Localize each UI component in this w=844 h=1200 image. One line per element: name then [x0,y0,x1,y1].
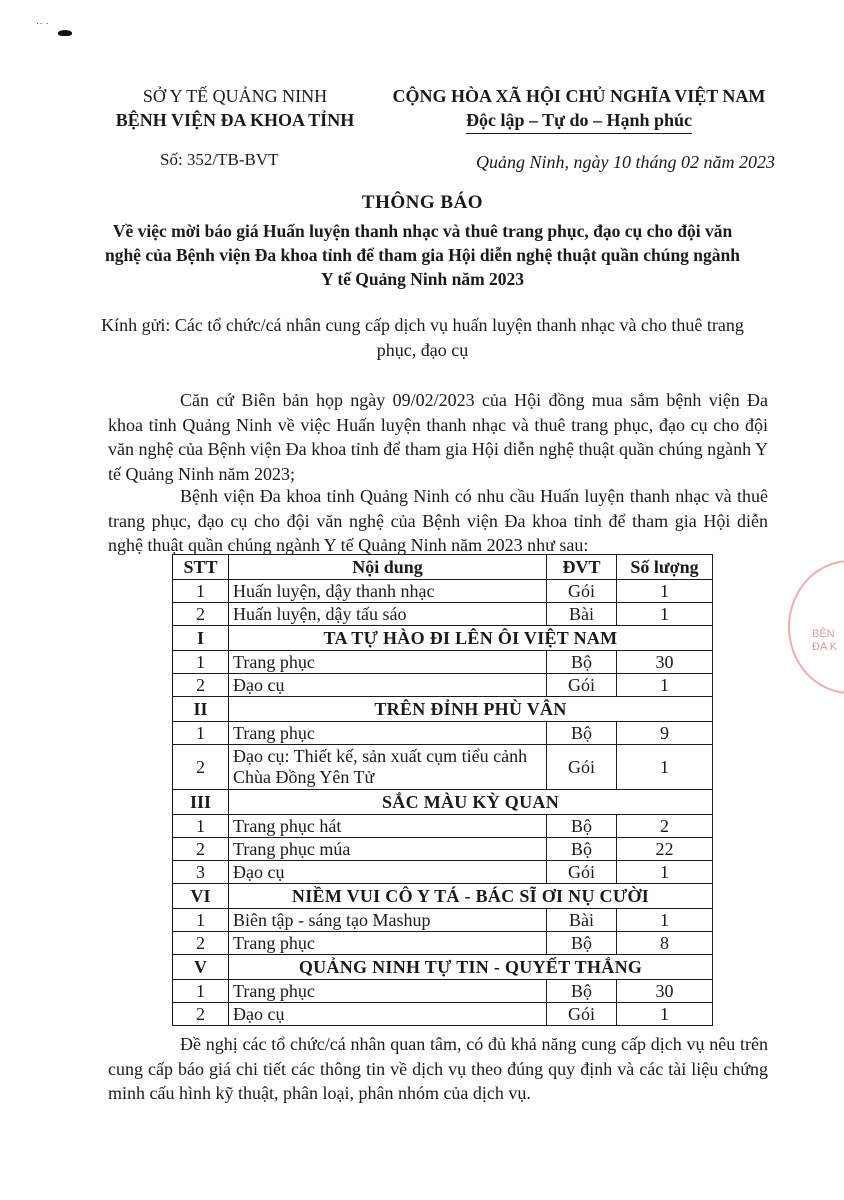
paragraph-request-text: Đề nghị các tổ chức/cá nhân quan tâm, có đủ khả năng cung cấp dịch vụ nêu trên cung cấp báo giá chi tiết các thông tin về dịch vụ theo đúng quy định và các tài liệu chứng minh cấu hình kỹ thuật, phân loại, phân nhóm của dịch vụ. [108,1034,768,1103]
row-content: Huấn luyện, dậy thanh nhạc [229,580,547,603]
document-number: Số: 352/TB-BVT [160,150,279,169]
red-seal-stamp [788,560,844,694]
table-row [173,909,713,932]
row-qty: 30 [617,980,713,1003]
table-row [173,838,713,861]
table-row [173,932,713,955]
row-stt: 2 [173,603,229,626]
row-unit: Gói [547,1003,617,1026]
section-title: TRÊN ĐỈNH PHÙ VÂN [229,697,713,722]
table-row [173,651,713,674]
table-row [173,745,713,790]
table-row [173,861,713,884]
issuer-org: SỞ Y TẾ QUẢNG NINH [142,86,328,106]
table-row [173,603,713,626]
row-unit: Bài [547,909,617,932]
row-stt: 1 [173,815,229,838]
row-unit: Bộ [547,815,617,838]
section-row [173,884,713,909]
document-title: THÔNG BÁO [361,192,484,213]
row-stt: 1 [173,909,229,932]
issuer-unit: BỆNH VIỆN ĐA KHOA TỈNH [115,110,355,130]
section-row [173,626,713,651]
row-qty: 1 [617,909,713,932]
row-content: Huấn luyện, dậy tấu sáo [229,603,547,626]
header-unit: ĐVT [547,555,617,580]
issuer-block [95,84,375,132]
table-row [173,980,713,1003]
row-content: Trang phục múa [229,838,547,861]
row-content: Đạo cụ [229,1003,547,1026]
row-unit: Gói [547,580,617,603]
paragraph-need [108,484,768,558]
table-row [173,815,713,838]
table-header-row [173,555,713,580]
row-stt: 1 [173,580,229,603]
section-title: NIỀM VUI CÔ Y TÁ - BÁC SĨ ƠI NỤ CƯỜI [229,884,713,909]
document-subject: Về việc mời báo giá Huấn luyện thanh nhạc và thuê trang phục, đạo cụ cho đội văn nghệ của Bệnh viện Đa khoa tỉnh để tham gia Hội diễn nghệ thuật quần chúng ngành Y tế Quảng Ninh năm 2023 [104,221,741,289]
paragraph-request [108,1032,768,1106]
row-qty: 8 [617,932,713,955]
section-stt: II [173,697,229,722]
row-content: Trang phục hát [229,815,547,838]
paragraph-basis-text: Căn cứ Biên bản họp ngày 09/02/2023 của Hội đồng mua sắm bệnh viện Đa khoa tỉnh Quảng Ninh về việc Huấn luyện thanh nhạc và thuê trang phục, đạo cụ cho đội văn nghệ của Bệnh viện Đa khoa tỉnh để tham gia Hội diễn nghệ thuật quần chúng ngành Y tế Quảng Ninh năm 2023; [108,390,768,484]
table-row [173,580,713,603]
row-stt: 2 [173,932,229,955]
row-qty: 1 [617,745,713,790]
paragraph-basis [108,388,768,486]
row-unit: Bộ [547,838,617,861]
section-title: SẮC MÀU KỲ QUAN [229,790,713,815]
row-unit: Gói [547,745,617,790]
row-content: Trang phục [229,722,547,745]
row-unit: Bộ [547,932,617,955]
row-qty: 1 [617,603,713,626]
row-content: Biên tập - sáng tạo Mashup [229,909,547,932]
row-stt: 2 [173,674,229,697]
row-stt: 1 [173,651,229,674]
row-content: Đạo cụ [229,674,547,697]
section-stt: I [173,626,229,651]
row-unit: Bộ [547,980,617,1003]
seal-line-2: ĐA K [812,641,838,653]
row-content: Đạo cụ: Thiết kế, sản xuất cụm tiểu cảnh Chùa Đồng Yên Tử [229,745,547,790]
section-title: TA TỰ HÀO ĐI LÊN ÔI VIỆT NAM [229,626,713,651]
row-qty: 2 [617,815,713,838]
table-row [173,674,713,697]
table-row [173,722,713,745]
row-qty: 22 [617,838,713,861]
row-content: Trang phục [229,932,547,955]
header-content: Nội dung [229,555,547,580]
row-qty: 1 [617,861,713,884]
scan-artifact-mark [58,30,72,36]
paragraph-need-text: Bệnh viện Đa khoa tỉnh Quảng Ninh có nhu cầu Huấn luyện thanh nhạc và thuê trang phục, đạo cụ cho đội văn nghệ của Bệnh viện Đa khoa tỉnh để tham gia Hội diễn nghệ thuật quần chúng ngành Y tế Quảng Ninh năm 2023 như sau: [108,486,768,555]
row-qty: 9 [617,722,713,745]
row-unit: Bài [547,603,617,626]
section-title: QUẢNG NINH TỰ TIN - QUYẾT THẮNG [229,955,713,980]
section-row [173,697,713,722]
row-unit: Gói [547,674,617,697]
seal-line-1: BỆN [812,628,835,640]
row-content: Trang phục [229,980,547,1003]
section-stt: VI [173,884,229,909]
items-table [172,554,713,1026]
row-stt: 1 [173,722,229,745]
recipient-line: Kính gửi: Các tổ chức/cá nhân cung cấp dịch vụ huấn luyện thanh nhạc và cho thuê trang phục, đạo cụ [101,315,744,360]
table-row [173,1003,713,1026]
row-stt: 3 [173,861,229,884]
section-row [173,955,713,980]
row-unit: Gói [547,861,617,884]
row-stt: 2 [173,838,229,861]
row-qty: 1 [617,1003,713,1026]
row-unit: Bộ [547,651,617,674]
row-stt: 2 [173,745,229,790]
row-stt: 2 [173,1003,229,1026]
red-seal-text [812,628,837,654]
scan-artifact: ·· · [36,18,49,29]
section-row [173,790,713,815]
section-stt: V [173,955,229,980]
section-stt: III [173,790,229,815]
row-stt: 1 [173,980,229,1003]
national-motto: Độc lập – Tự do – Hạnh phúc [466,108,692,134]
row-unit: Bộ [547,722,617,745]
row-qty: 30 [617,651,713,674]
row-qty: 1 [617,674,713,697]
row-content: Trang phục [229,651,547,674]
row-content: Đạo cụ [229,861,547,884]
header-stt: STT [173,555,229,580]
national-title: CỘNG HÒA XÃ HỘI CHỦ NGHĨA VIỆT NAM [392,86,766,106]
national-header [370,84,788,134]
header-qty: Số lượng [617,555,713,580]
row-qty: 1 [617,580,713,603]
place-date: Quảng Ninh, ngày 10 tháng 02 năm 2023 [476,152,775,172]
